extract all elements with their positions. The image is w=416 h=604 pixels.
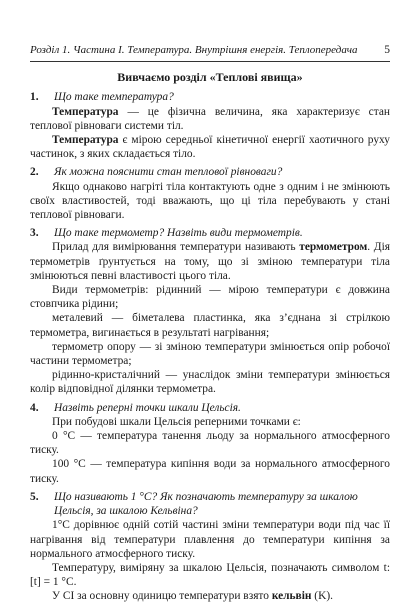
answer-paragraph: 1°C дорівнює одній сотій частині зміни температури води під час її нагрівання від температури плавлення до температури кипіння за нормального атмосферного тиску. bbox=[30, 519, 390, 560]
question-1 bbox=[30, 90, 390, 104]
question-text: Що називають 1 °C? Як позначають температуру за шкалою Цельсія, за шкалою Кельвіна? bbox=[54, 490, 358, 518]
answer-paragraph: Температуру, виміряну за шкалою Цельсія, позначають символом t: [t] = 1 °C. bbox=[30, 561, 390, 589]
running-header bbox=[30, 0, 390, 62]
question-text: Назвіть реперні точки шкали Цельсія. bbox=[54, 401, 241, 414]
question-5 bbox=[30, 490, 390, 518]
question-number: 2. bbox=[30, 166, 39, 179]
section-title: Вивчаємо розділ «Теплові явища» bbox=[117, 70, 303, 85]
answer-paragraph: 100 °C — температура кипіння води за нормального атмосферного тиску. bbox=[30, 458, 390, 485]
question-text: Що таке температура? bbox=[54, 91, 174, 104]
answer-paragraph: У СІ за основну одиницю температури взято кельвін (K). bbox=[52, 590, 333, 603]
answer-paragraph: При побудові шкали Цельсія реперними точками є: bbox=[52, 415, 301, 428]
page-number: 5 bbox=[384, 44, 390, 56]
answer-paragraph: Температура — це фізична величина, яка характеризує стан теплової рівноваги системи тіл. bbox=[30, 105, 390, 132]
question-number: 4. bbox=[30, 401, 39, 414]
answer-paragraph: металевий — біметалева пластинка, яка з’єднана зі стрілкою термометра, вигинається в результаті нагрівання; bbox=[30, 312, 390, 339]
answer-paragraph: термометр опору — зі зміною температури змінюється опір робочої частини термометра; bbox=[30, 340, 390, 368]
term: кельвін bbox=[271, 590, 312, 603]
question-number: 5. bbox=[30, 490, 39, 503]
term: термометром bbox=[299, 241, 368, 254]
answer-paragraph: Прилад для вимірювання температури називають термометром. Дія термометрів ґрунтується на тому, що зі зміною температури тіла змінюються певні властивості цього тіла. bbox=[30, 241, 390, 282]
question-number: 1. bbox=[30, 91, 39, 104]
answer-paragraph: 0 °C — температура танення льоду за нормального атмосферного тиску. bbox=[30, 430, 390, 457]
answer-paragraph: Види термометрів: рідинний — мірою температури є довжина стовпчика рідини; bbox=[30, 284, 390, 311]
question-3 bbox=[30, 226, 390, 240]
question-text: Що таке термометр? Назвіть види термометрів. bbox=[54, 227, 303, 240]
answer-paragraph: Температура є мірою середньої кінетичної енергії хаотичного руху частинок, з яких складається тіло. bbox=[30, 134, 390, 161]
answer-paragraph: Якщо однаково нагріті тіла контактують одне з одним і не змінюють своїх властивостей, тоді вважають, що ці тіла перебувають у стані теплової рівноваги. bbox=[30, 180, 390, 222]
question-text: Як можна пояснити стан теплової рівноваги? bbox=[54, 166, 283, 179]
term: Температура bbox=[52, 105, 119, 118]
question-2 bbox=[30, 165, 390, 179]
answer-paragraph: рідинно-кристалічний — унаслідок зміни температури змінюється колір відповідної ділянки термометра. bbox=[30, 369, 390, 396]
term: Температура bbox=[52, 134, 119, 147]
question-number: 3. bbox=[30, 227, 39, 240]
qa-list bbox=[30, 90, 390, 603]
running-title: Розділ 1. Частина І. Температура. Внутрішня енергія. Теплопередача bbox=[30, 44, 358, 56]
question-4 bbox=[30, 401, 390, 415]
